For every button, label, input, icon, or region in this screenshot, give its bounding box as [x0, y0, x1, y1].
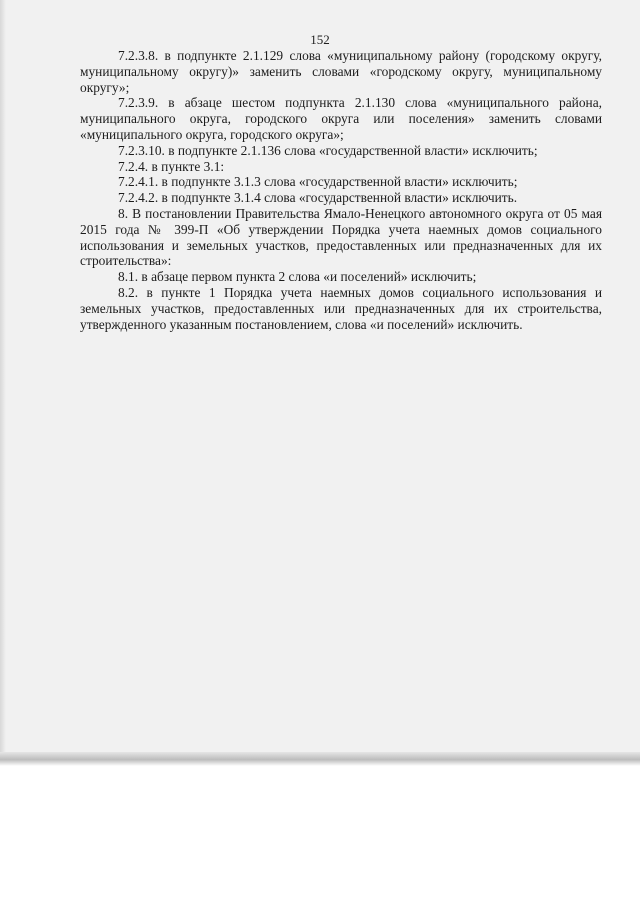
paragraph-7-2-4-1: 7.2.4.1. в подпункте 3.1.3 слова «государственной власти» исключить;: [118, 174, 518, 190]
paragraph-8: 8. В постановлении Правительства Ямало-Ненецкого автономного округа от 05 мая 2015 года № 399-П «Об утверждении Порядка учета наемных домов социального использования и земельных участков, предоставленных или предназначенных для их строительства»:: [80, 205, 602, 269]
page-number: 152: [310, 32, 330, 47]
paragraph-7-2-3-10: 7.2.3.10. в подпункте 2.1.136 слова «государственной власти» исключить;: [118, 142, 538, 158]
document-body: [80, 48, 602, 332]
paragraph-8-1: 8.1. в абзаце первом пункта 2 слова «и поселений» исключить;: [118, 269, 477, 285]
paragraph-8-2: 8.2. в пункте 1 Порядка учета наемных домов социального использования и земельных участков, предоставленных или предназначенных для их строительства, утвержденного указанным постановлением, слова «и поселений» исключить.: [80, 284, 602, 332]
scan-bottom-edge: [0, 752, 640, 766]
paragraph-7-2-4: 7.2.4. в пункте 3.1:: [118, 158, 225, 174]
paragraph-7-2-3-9: 7.2.3.9. в абзаце шестом подпункта 2.1.130 слова «муниципального района, муниципального округа, городского округа или поселения» заменить словами «муниципального округа, городского округа»;: [80, 95, 602, 142]
scan-edge-shadow: [0, 0, 6, 760]
paragraph-7-2-3-8: 7.2.3.8. в подпункте 2.1.129 слова «муниципальному району (городскому округу, муниципальному округу)» заменить словами «городскому округу, муниципальному округу»;: [80, 48, 602, 95]
paragraph-7-2-4-2: 7.2.4.2. в подпункте 3.1.4 слова «государственной власти» исключить.: [118, 190, 518, 206]
